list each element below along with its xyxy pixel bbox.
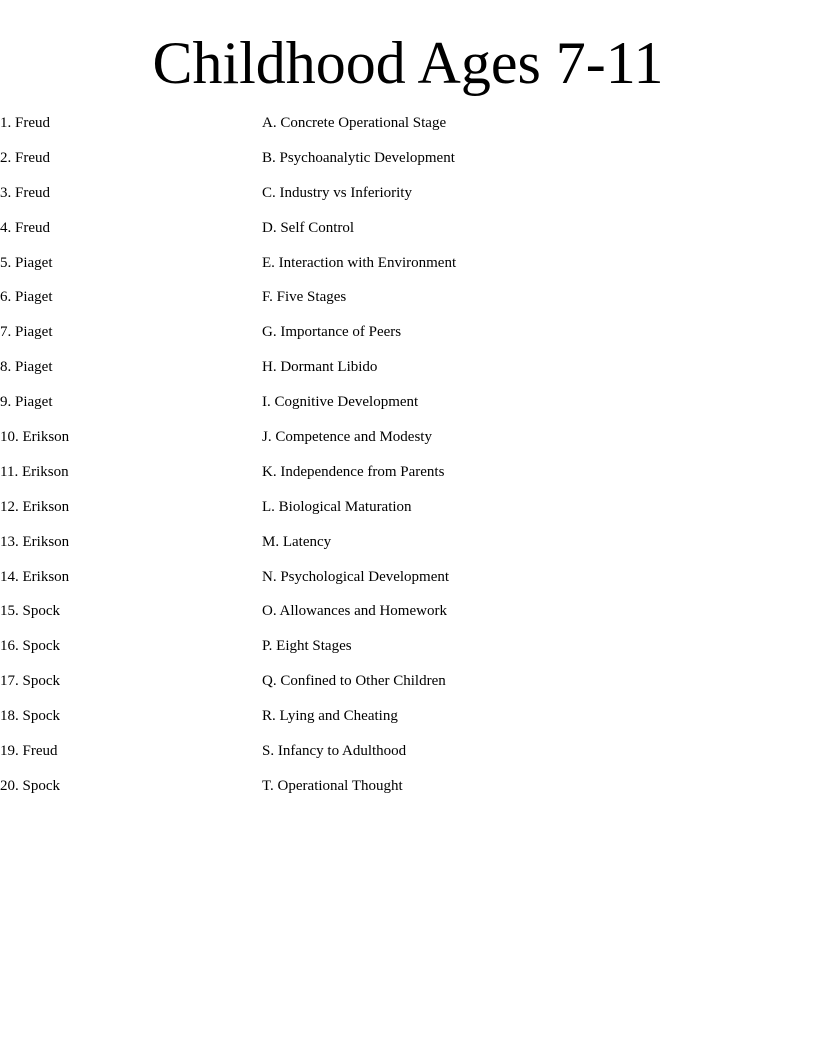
lettered-item: K. Independence from Parents — [262, 463, 445, 480]
matching-row — [0, 670, 816, 705]
numbered-item: 8. Piaget — [0, 359, 53, 376]
numbered-item: 6. Piaget — [0, 289, 53, 306]
lettered-item: G. Importance of Peers — [262, 324, 402, 341]
matching-row — [0, 182, 816, 217]
matching-row — [0, 391, 816, 426]
matching-row — [0, 740, 816, 775]
matching-row — [0, 426, 816, 461]
lettered-item: T. Operational Thought — [262, 777, 403, 794]
matching-row — [0, 635, 816, 670]
lettered-item: C. Industry vs Inferiority — [262, 184, 412, 201]
numbered-item: 15. Spock — [0, 603, 60, 620]
numbered-item: 3. Freud — [0, 184, 50, 201]
matching-row — [0, 112, 816, 147]
numbered-item: 19. Freud — [0, 743, 58, 760]
matching-row — [0, 286, 816, 321]
lettered-item: O. Allowances and Homework — [262, 603, 447, 620]
lettered-item: D. Self Control — [262, 219, 355, 236]
lettered-item: J. Competence and Modesty — [262, 429, 432, 446]
numbered-item: 7. Piaget — [0, 324, 53, 341]
numbered-item: 16. Spock — [0, 638, 60, 655]
numbered-item: 4. Freud — [0, 219, 50, 236]
lettered-item: F. Five Stages — [262, 289, 347, 306]
matching-row — [0, 217, 816, 252]
lettered-item: Q. Confined to Other Children — [262, 673, 446, 690]
numbered-item: 11. Erikson — [0, 463, 69, 480]
matching-row — [0, 775, 816, 810]
matching-row — [0, 496, 816, 531]
matching-row — [0, 252, 816, 287]
numbered-item: 2. Freud — [0, 149, 50, 166]
matching-row — [0, 147, 816, 182]
matching-row — [0, 461, 816, 496]
lettered-item: B. Psychoanalytic Development — [262, 149, 455, 166]
page-title: Childhood Ages 7-11 — [152, 30, 664, 96]
lettered-item: I. Cognitive Development — [262, 394, 419, 411]
numbered-item: 10. Erikson — [0, 429, 70, 446]
matching-row — [0, 566, 816, 601]
matching-row — [0, 531, 816, 566]
numbered-item: 17. Spock — [0, 673, 60, 690]
numbered-item: 13. Erikson — [0, 533, 70, 550]
lettered-item: P. Eight Stages — [262, 638, 352, 655]
lettered-item: L. Biological Maturation — [262, 498, 412, 515]
matching-row — [0, 356, 816, 391]
matching-row — [0, 321, 816, 356]
numbered-item: 5. Piaget — [0, 254, 53, 271]
lettered-item: N. Psychological Development — [262, 568, 450, 585]
lettered-item: R. Lying and Cheating — [262, 708, 398, 725]
numbered-item: 14. Erikson — [0, 568, 70, 585]
numbered-item: 1. Freud — [0, 115, 50, 131]
lettered-item: H. Dormant Libido — [262, 359, 378, 376]
numbered-item: 9. Piaget — [0, 394, 53, 411]
numbered-item: 20. Spock — [0, 777, 60, 794]
lettered-item: S. Infancy to Adulthood — [262, 743, 407, 760]
matching-row — [0, 600, 816, 635]
matching-list — [0, 112, 816, 810]
lettered-item: A. Concrete Operational Stage — [262, 115, 447, 131]
lettered-item: M. Latency — [262, 533, 332, 550]
lettered-item: E. Interaction with Environment — [262, 254, 457, 271]
numbered-item: 12. Erikson — [0, 498, 70, 515]
matching-row — [0, 705, 816, 740]
numbered-item: 18. Spock — [0, 708, 60, 725]
